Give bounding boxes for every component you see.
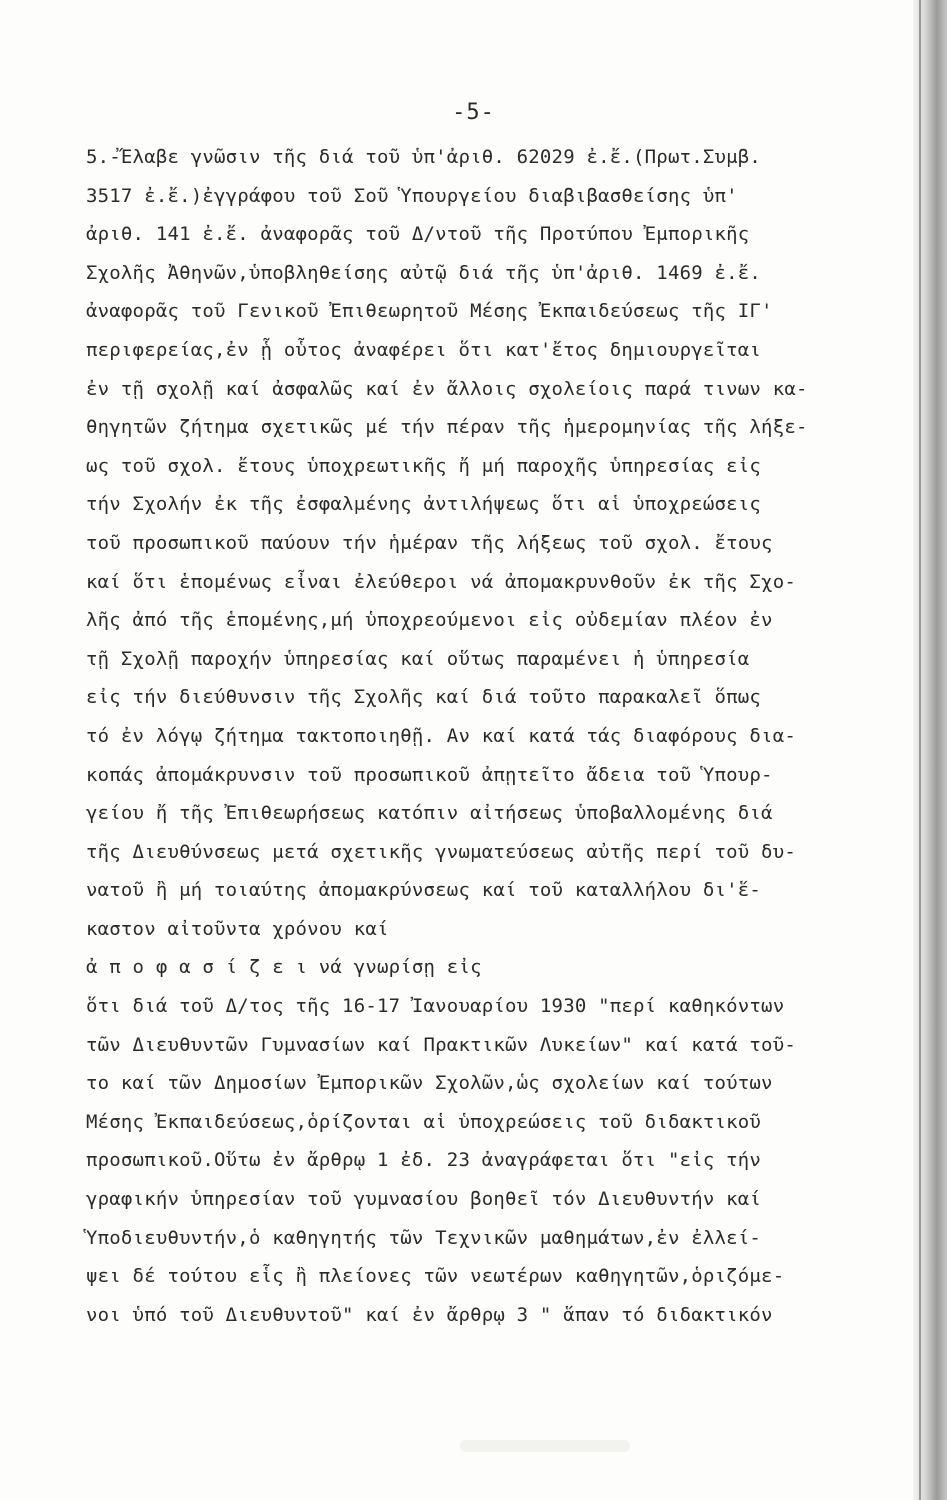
text-line-heading: ἀ π ο φ α σ ί ζ ε ι νά γνωρίσῃ εἰς bbox=[86, 956, 482, 979]
text-line: γραφικήν ὑπηρεσίαν τοῦ γυμνασίου βοηθεῖ τόν Διευθυντήν καί bbox=[86, 1188, 762, 1211]
text-line: το καί τῶν Δημοσίων Ἐμπορικῶν Σχολῶν,ὡς σχολείων καί τούτων bbox=[86, 1072, 773, 1095]
page-binding-edge bbox=[913, 0, 947, 1500]
text-line: καί ὅτι ἑπομένως εἶναι ἐλεύθεροι νά ἀπομακρυνθοῦν ἐκ τῆς Σχο- bbox=[86, 570, 796, 593]
typewritten-text bbox=[86, 138, 916, 1334]
text-line: ἐν τῇ σχολῇ καί ἀσφαλῶς καί ἐν ἄλλοις σχολείοις παρά τινων κα- bbox=[86, 377, 808, 400]
text-line: προσωπικοῦ.Οὕτω ἐν ἄρθρῳ 1 ἐδ. 23 ἀναγράφεται ὅτι "εἰς τήν bbox=[86, 1149, 762, 1172]
text-line: κοπάς ἀπομάκρυνσιν τοῦ προσωπικοῦ ἀπῃτεῖτο ἄδεια τοῦ Ὑπουρ- bbox=[86, 763, 773, 786]
text-line: τῇ Σχολῇ παροχήν ὑπηρεσίας καί οὕτως παραμένει ἡ ὑπηρεσία bbox=[86, 647, 750, 670]
text-line: νοι ὑπό τοῦ Διευθυντοῦ" καί ἐν ἄρθρῳ 3 " ἅπαν τό διδακτικόν bbox=[86, 1303, 773, 1326]
text-line: ως τοῦ σχολ. ἔτους ὑποχρεωτικῆς ἤ μή παροχῆς ὑπηρεσίας εἰς bbox=[86, 454, 762, 477]
text-line: περιφερείας,ἐν ᾗ οὗτος ἀναφέρει ὅτι κατ'ἔτος δημιουργεῖται bbox=[86, 338, 762, 361]
text-line: ἀναφορᾶς τοῦ Γενικοῦ Ἐπιθεωρητοῦ Μέσης Ἐκπαιδεύσεως τῆς ΙΓ' bbox=[86, 300, 773, 323]
text-line: γείου ἤ τῆς Ἐπιθεωρήσεως κατόπιν αἰτήσεως ὑποβαλλομένης διά bbox=[86, 802, 773, 825]
text-line: εἰς τήν διεύθυνσιν τῆς Σχολῆς καί διά τοῦτο παρακαλεῖ ὅπως bbox=[86, 686, 762, 709]
text-line: καστον αἰτοῦντα χρόνου καί bbox=[86, 917, 389, 940]
text-line: τήν Σχολήν ἐκ τῆς ἐσφαλμένης ἀντιλήψεως ὅτι αἱ ὑποχρεώσεις bbox=[86, 493, 762, 516]
text-line: ψει δέ τούτου εἷς ἢ πλείονες τῶν νεωτέρων καθηγητῶν,ὁριζόμε- bbox=[86, 1265, 785, 1288]
text-line: τοῦ προσωπικοῦ παύουν τήν ἡμέραν τῆς λήξεως τοῦ σχολ. ἔτους bbox=[86, 531, 773, 554]
page-number: -5- bbox=[452, 100, 495, 125]
text-line: Ὑποδιευθυντήν,ὁ καθηγητής τῶν Τεχνικῶν μαθημάτων,ἐν ἐλλεί- bbox=[86, 1226, 762, 1249]
text-line: Μέσης Ἐκπαιδεύσεως,ὁρίζονται αἱ ὑποχρεώσεις τοῦ διδακτικοῦ bbox=[86, 1110, 762, 1133]
text-line: τῆς Διευθύνσεως μετά σχετικῆς γνωματεύσεως αὐτῆς περί τοῦ δυ- bbox=[86, 840, 796, 863]
text-line: Σχολῆς Ἀθηνῶν,ὑποβληθείσης αὐτῷ διά τῆς ὑπ'ἀριθ. 1469 ἐ.ἔ. bbox=[86, 261, 762, 284]
text-line: θηγητῶν ζήτημα σχετικῶς μέ τήν πέραν τῆς ἡμερομηνίας τῆς λήξε- bbox=[86, 416, 808, 439]
text-line: λῆς ἀπό τῆς ἑπομένης,μή ὑποχρεούμενοι εἰς οὐδεμίαν πλέον ἐν bbox=[86, 609, 773, 632]
text-line: τῶν Διευθυντῶν Γυμνασίων καί Πρακτικῶν Λυκείων" καί κατά τοῦ- bbox=[86, 1033, 796, 1056]
text-line: νατοῦ ἢ μή τοιαύτης ἀπομακρύνσεως καί τοῦ καταλλήλου δι'ἕ- bbox=[86, 879, 762, 902]
text-line: ὅτι διά τοῦ Δ/τος τῆς 16-17 Ἰανουαρίου 1930 "περί καθηκόντων bbox=[86, 995, 785, 1018]
text-line: ἀριθ. 141 ἐ.ἔ. ἀναφορᾶς τοῦ Δ/ντοῦ τῆς Προτύπου Ἐμπορικῆς bbox=[86, 223, 750, 246]
text-line: 5.-Ἔλαβε γνῶσιν τῆς διά τοῦ ὑπ'ἀριθ. 62029 ἐ.ἔ.(Πρωτ.Συμβ. bbox=[86, 146, 762, 168]
faded-mark bbox=[460, 1440, 630, 1452]
text-line: τό ἐν λόγῳ ζήτημα τακτοποιηθῇ. Αν καί κατά τάς διαφόρους δια- bbox=[86, 724, 796, 747]
text-line: 3517 ἐ.ἔ.)ἐγγράφου τοῦ Σοῦ Ὑπουργείου διαβιβασθείσης ὑπ' bbox=[86, 184, 738, 207]
